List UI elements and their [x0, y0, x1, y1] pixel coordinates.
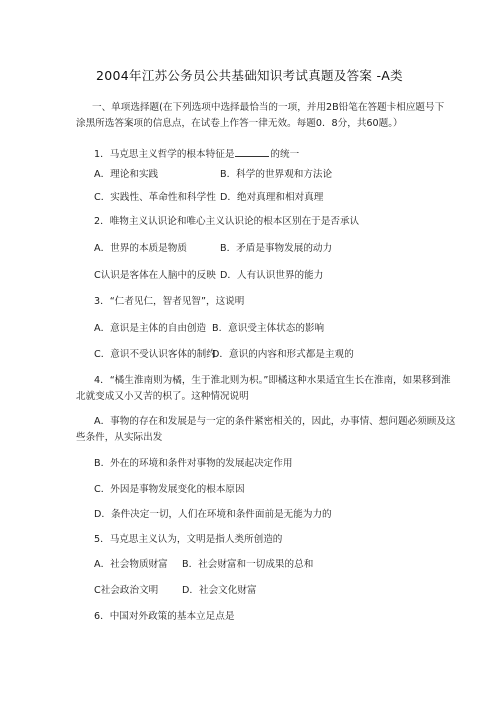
question-5-option-c: C社会政治文明	[94, 585, 159, 596]
question-1-option-c: C．实践性、革命性和科学性	[94, 192, 216, 203]
question-2-option-a: A．世界的本质是物质	[94, 243, 187, 254]
question-1-option-d: D．绝对真理和相对真理	[220, 192, 324, 203]
question-5-option-b: B．社会财富和一切成果的总和	[182, 559, 314, 570]
question-4-option-d: D．条件决定一切，人们在环境和条件面前是无能为力的	[94, 509, 332, 520]
question-2-option-d: D．人有认识世界的能力	[220, 270, 324, 281]
question-1-option-b: B．科学的世界观和方法论	[220, 169, 333, 180]
question-1-stem-before: 1．马克思主义哲学的根本特征是	[94, 149, 235, 160]
question-2-option-c: C认识是客体在人脑中的反映	[94, 270, 216, 281]
answer-blank	[235, 147, 269, 157]
question-3-option-a: A．意识是主体的自由创造	[94, 323, 207, 334]
question-4-option-c: C．外因是事物发展变化的根本原因	[94, 484, 245, 495]
question-4-stem-line-1: 4．“橘生淮南则为橘，生于淮北则为枳。”即橘这种水果适宜生长在淮南，如果移到淮	[94, 375, 451, 386]
instructions-line-2: 涂黑所选答案项的信息点，在试卷上作答一律无效。每题0．8分，共60题。）	[76, 118, 403, 129]
question-3-stem: 3．“仁者见仁，智者见智”，这说明	[94, 296, 245, 307]
question-2-stem: 2．唯物主义认识论和唯心主义认识论的根本区别在于是否承认	[94, 216, 360, 227]
question-3-option-b: B．意识受主体状态的影响	[212, 323, 325, 334]
question-3-option-d: D．意识的内容和形式都是主观的	[212, 349, 354, 360]
question-1-stem	[94, 147, 299, 163]
question-1-stem-after: 的统一	[270, 149, 300, 160]
instructions-line-1: 一、单项选择题(在下列选项中选择最恰当的一项，并用2B铅笔在答题卡相应题号下	[92, 102, 445, 113]
question-2-option-b: B．矛盾是事物发展的动力	[220, 243, 333, 254]
question-4-option-a-line-1: A．事物的存在和发展是与一定的条件紧密相关的，因此，办事情、想问题必须顾及这	[94, 416, 456, 427]
question-5-option-d: D．社会文化财富	[182, 585, 257, 596]
question-1-option-a: A．理论和实践	[94, 169, 159, 180]
question-4-option-b: B．外在的环境和条件对事物的发展起决定作用	[94, 458, 293, 469]
question-3-option-c: C．意识不受认识客体的制约	[94, 349, 216, 360]
page-title: 2004年江苏公务员公共基础知识考试真题及答案 -A类	[96, 68, 403, 83]
question-4-option-a-line-2: 些条件，从实际出发	[76, 432, 163, 443]
question-5-stem: 5．马克思主义认为，文明是指人类所创造的	[94, 534, 283, 545]
question-5-option-a: A．社会物质财富	[94, 559, 168, 570]
question-4-stem-line-2: 北就变成又小又苦的枳了。这种情况说明	[76, 391, 249, 402]
question-6-stem: 6．中国对外政策的基本立足点是	[94, 611, 235, 622]
